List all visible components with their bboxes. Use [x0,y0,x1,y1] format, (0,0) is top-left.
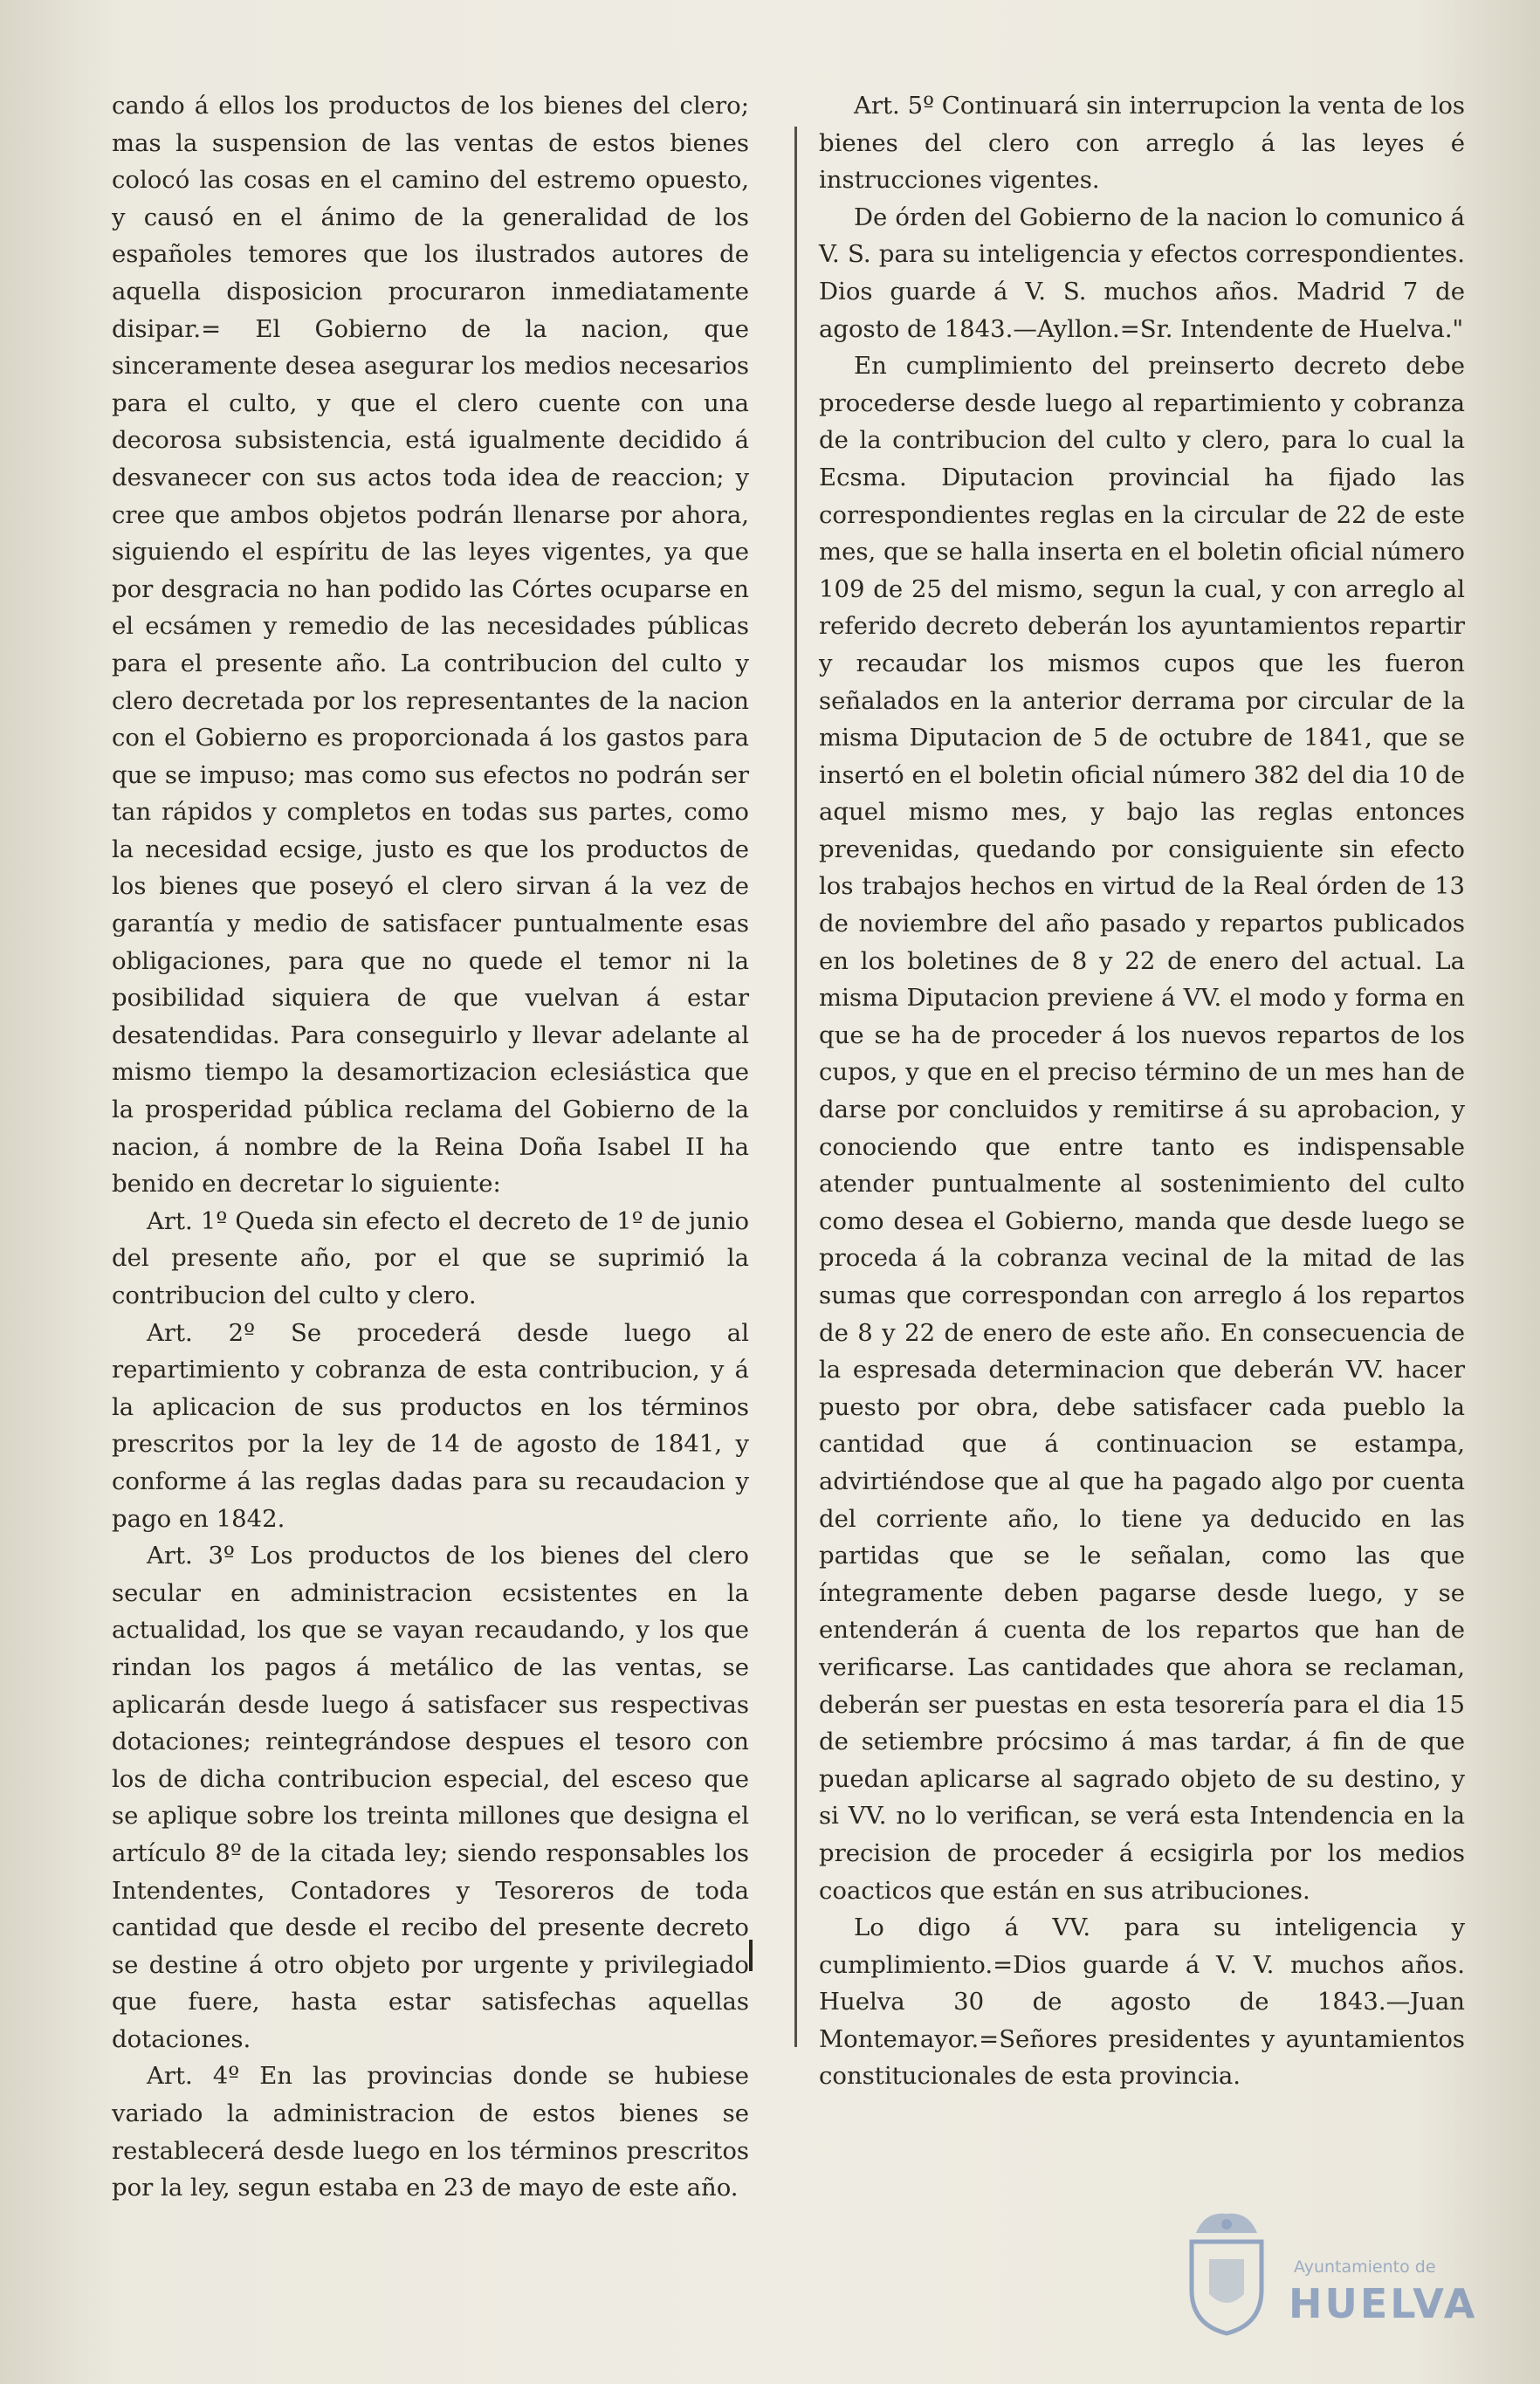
shield-icon [1179,2207,1275,2338]
paragraph: cando á ellos los productos de los bienes del clero; mas la suspension de las ventas de estos bienes colocó las cosas en el camino del estremo opuesto, y causó en el ánimo de la generalidad de los españoles temores que los ilustrados autores de aquella disposicion procuraron inmediatamente disipar.= El Gobierno de la nacion, que sinceramente desea asegurar los medios necesarios para el culto, y que el clero cuente con una decorosa subsistencia, está igualmente decidido á desvanecer con sus actos toda idea de reaccion; y cree que ambos objetos podrán llenarse por ahora, siguiendo el espíritu de las leyes vigentes, ya que por desgracia no han podido las Córtes ocuparse en el ecsámen y remedio de las necesidades públicas para el presente año. La contribucion del culto y clero decretada por los representantes de la nacion con el Gobierno es proporcionada á los gastos para que se impuso; mas como sus efectos no podrán ser tan rápidos y completos en todas sus partes, como la necesidad ecsige, justo es que los productos de los bienes que poseyó el clero sirvan á la vez de garantía y medio de satisfacer puntualmente esas obligaciones, para que no quede el temor ni la posibilidad siquiera de que vuelvan á estar desatendidas. Para conseguirlo y llevar adelante al mismo tiempo la desamortizacion eclesiástica que la prosperidad pública reclama del Gobierno de la nacion, á nombre de la Reina Doña Isabel II ha benido en decretar lo siguiente: [112,92,749,1199]
left-column [112,87,749,2207]
right-column [819,87,1465,2095]
signature-paragraph: Lo digo á VV. para su inteligencia y cumplimiento.=Dios guarde á V. V. muchos años. Huelva 30 de agosto de 1843.—Juan Montemayor.=Señores presidentes y ayuntamientos constitucionales de esta provincia. [819,1913,1465,2091]
paragraph: En cumplimiento del preinserto decreto debe procederse desde luego al repartimiento y cobranza de la contribucion del culto y clero, para lo cual la Ecsma. Diputacion provincial ha fijado las correspondientes reglas en la circular de 22 de este mes, que se halla inserta en el boletin oficial número 109 de 25 del mismo, segun la cual, y con arreglo al referido decreto deberán los ayuntamientos repartir y recaudar los mismos cupos que les fueron señalados en la anterior derrama por circular de la misma Diputacion de 5 de octubre de 1841, que se insertó en el boletin oficial número 382 del dia 10 de aquel mismo mes, y bajo las reglas entonces prevenidas, quedando por consiguiente sin efecto los trabajos hechos en virtud de la Real órden de 13 de noviembre del año pasado y repartos publicados en los boletines de 8 y 22 de enero del actual. La misma Diputacion previene á VV. el modo y forma en que se ha de proceder á los nuevos repartos de los cupos, y que en el preciso término de un mes han de darse por concluidos y remitirse á su aprobacion, y conociendo que entre tanto es indispensable atender puntualmente al sostenimiento del culto como desea el Gobierno, manda que desde luego se proceda á la cobranza vecinal de la mitad de las sumas que correspondan con arreglo á los repartos de 8 y 22 de enero de este año. En consecuencia de la espresada determinacion que deberán VV. hacer puesto por obra, debe satisfacer cada pueblo la cantidad que á continuacion se estampa, advirtiéndose que al que ha pagado algo por cuenta del corriente año, lo tiene ya deducido en las partidas que se le señalan, como las que íntegramente deben pagarse desde luego, y se entenderán á cuenta de los repartos que han de verificarse. Las cantidades que ahora se reclaman, deberán ser puestas en esta tesorería para el dia 15 de setiembre prócsimo á mas tardar, á fin de que puedan aplicarse al sagrado objeto de su destino, y si VV. no lo verifican, se verá esta Intendencia en la precision de proceder á ecsigirla por los medios coacticos que están en sus atribuciones. [819,352,1465,1905]
huelva-watermark-logo [1179,2207,1478,2338]
column-divider [794,127,797,2047]
paragraph: De órden del Gobierno de la nacion lo comunico á V. S. para su inteligencia y efectos correspondientes. Dios guarde á V. S. muchos años. Madrid 7 de agosto de 1843.—Ayllon.=Sr. Intendente de Huelva." [819,203,1465,343]
watermark-big-text: HUELVA [1289,2280,1478,2327]
margin-mark [749,1940,753,1971]
article-1: Art. 1º Queda sin efecto el decreto de 1º de junio del presente año, por el que se suprimió la contribucion del culto y clero. [112,1206,749,1309]
article-4: Art. 4º En las provincias donde se hubiese variado la administracion de estos bienes se restablecerá desde luego en los términos prescritos por la ley, segun estaba en 23 de mayo de este año. [112,2062,749,2202]
article-2: Art. 2º Se procederá desde luego al repartimiento y cobranza de esta contribucion, y á la aplicacion de sus productos en los términos prescritos por la ley de 14 de agosto de 1841, y conforme á las reglas dadas para su recaudacion y pago en 1842. [112,1318,749,1533]
article-3: Art. 3º Los productos de los bienes del clero secular en administracion ecsistentes en la actualidad, los que se vayan recaudando, y los que rindan los pagos á metálico de las ventas, se aplicarán desde luego á satisfacer sus respectivas dotaciones; reintegrándose despues el tesoro con los de dicha contribucion especial, del esceso que se aplique sobre los treinta millones que designa el artículo 8º de la citada ley; siendo responsables los Intendentes, Contadores y Tesoreros de toda cantidad que desde el recibo del presente decreto se destine á otro objeto por urgente y privilegiado que fuere, hasta estar satisfechas aquellas dotaciones. [112,1542,749,2053]
watermark-small-text: Ayuntamiento de [1294,2257,1436,2277]
article-5: Art. 5º Continuará sin interrupcion la venta de los bienes del clero con arreglo á las leyes é instrucciones vigentes. [819,92,1465,195]
